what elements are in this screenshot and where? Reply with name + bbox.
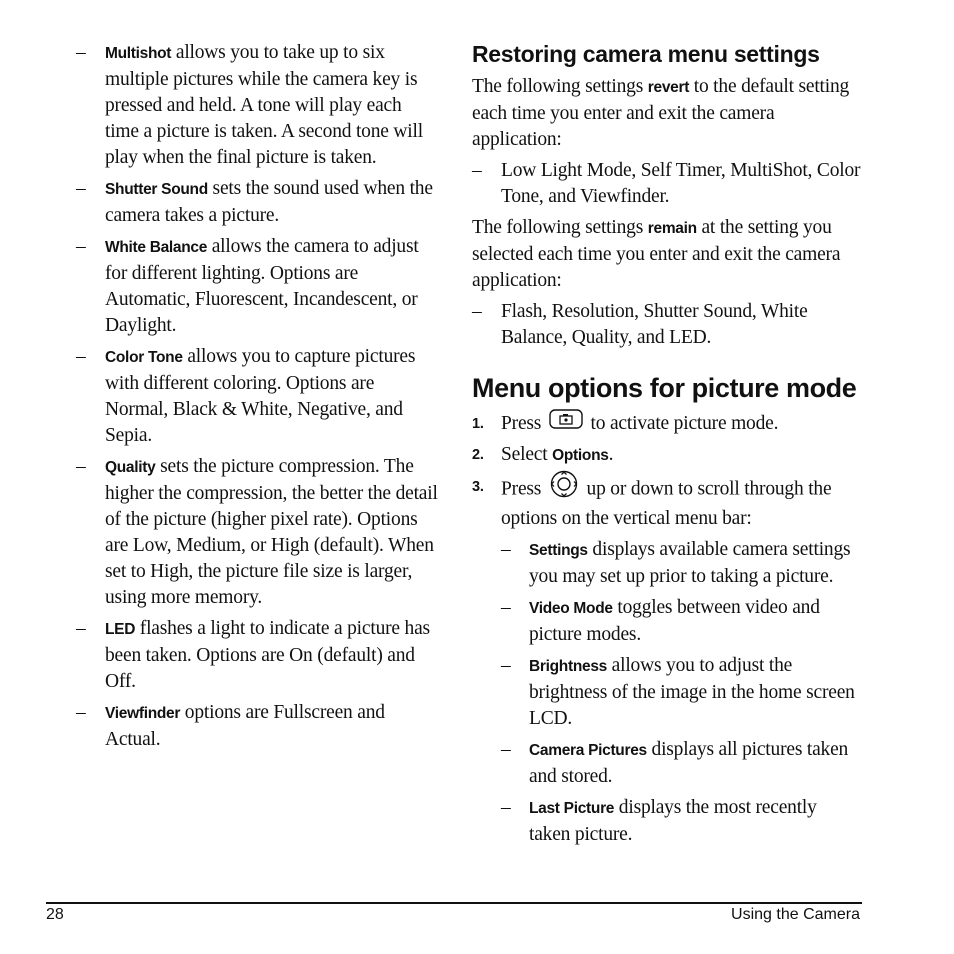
dash-bullet: – (76, 618, 86, 639)
dash-bullet: – (472, 160, 482, 181)
list-item-color-tone (76, 344, 438, 449)
term-label: LED (105, 621, 136, 638)
dash-bullet: – (501, 539, 511, 560)
description-text: allows you to adjust the brightness of the image in the home screen LCD. (529, 655, 855, 729)
term-label: White Balance (105, 239, 208, 256)
description-text: allows you to take up to six multiple pictures while the camera key is pressed and held. A tone will play each time a picture is taken. A second tone will play when the final picture is taken. (105, 42, 423, 168)
step-text: Press (501, 478, 546, 500)
description-text: displays all pictures taken and stored. (529, 739, 849, 787)
dash-bullet: – (501, 797, 511, 818)
list-item-shutter-sound (76, 176, 438, 229)
list-item-viewfinder (76, 700, 438, 753)
term-label: Brightness (529, 658, 607, 675)
step-text: to activate picture mode. (585, 413, 779, 434)
navigation-key-icon (549, 470, 579, 506)
step-text: Press (501, 413, 546, 434)
list-item-led (76, 616, 438, 695)
term-label: Last Picture (529, 800, 615, 817)
dash-bullet: – (501, 655, 511, 676)
list-item-white-balance (76, 234, 438, 339)
term-label: Quality (105, 459, 156, 476)
dash-bullet: – (501, 597, 511, 618)
step-number: 2. (472, 447, 484, 463)
step-2 (472, 442, 862, 469)
footer-divider (46, 902, 862, 904)
term-label: revert (647, 79, 690, 96)
term-label: Camera Pictures (529, 742, 647, 759)
term-label: Color Tone (105, 349, 183, 366)
description-text: displays the most recently taken picture. (529, 797, 817, 845)
camera-key-icon (549, 409, 583, 437)
term-label: Shutter Sound (105, 181, 208, 198)
dash-bullet: – (76, 456, 86, 477)
description-text: sets the picture compression. The higher the compression, the better the detail of the picture (higher pixel rate). Options are Low, Medium, or High (default). When set to High, the picture file size is larger, using more memory. (105, 456, 438, 608)
section-heading-restoring: Restoring camera menu settings (472, 41, 820, 67)
paragraph-revert (472, 74, 862, 153)
left-column (76, 40, 438, 758)
list-text: Flash, Resolution, Shutter Sound, White Balance, Quality, and LED. (501, 301, 808, 348)
dash-bullet: – (76, 702, 86, 723)
dash-bullet: – (472, 301, 482, 322)
paragraph-remain (472, 215, 862, 294)
dash-bullet: – (76, 236, 86, 257)
list-item-multishot (76, 40, 438, 171)
list-item-revert-settings (472, 158, 862, 210)
term-label: Options (552, 447, 609, 464)
dash-bullet: – (76, 346, 86, 367)
dash-bullet: – (76, 178, 86, 199)
paragraph-text: to the default setting each time you enter and exit the camera application: (472, 76, 850, 150)
description-text: allows the camera to adjust for different lighting. Options are Automatic, Fluorescent, Incandescent, or Daylight. (105, 236, 419, 336)
step-text: up or down to scroll through the options on the vertical menu bar: (501, 478, 832, 529)
list-item-quality (76, 454, 438, 611)
footer-section-title: Using the Camera (731, 906, 860, 923)
step-number: 3. (472, 479, 484, 495)
paragraph-text: The following settings (472, 76, 648, 97)
page-number: 28 (46, 906, 64, 923)
step-text: Select (501, 444, 553, 465)
dash-bullet: – (76, 42, 86, 63)
description-text: options are Fullscreen and Actual. (105, 702, 385, 750)
sub-item-camera-pictures (472, 737, 862, 790)
dash-bullet: – (501, 739, 511, 760)
paragraph-text: The following settings (472, 217, 648, 238)
term-label: remain (647, 220, 697, 237)
term-label: Viewfinder (105, 705, 181, 722)
term-label: Multishot (105, 45, 172, 62)
paragraph-text: at the setting you selected each time you enter and exit the camera application: (472, 217, 841, 291)
description-text: sets the sound used when the camera takes a picture. (105, 178, 433, 226)
description-text: allows you to capture pictures with different coloring. Options are Normal, Black & White, Negative, and Sepia. (105, 346, 416, 446)
step-3 (472, 474, 862, 532)
sub-item-settings (472, 537, 862, 590)
sub-item-video-mode (472, 595, 862, 648)
step-text: . (608, 444, 614, 465)
section-heading-menu-options: Menu options for picture mode (472, 373, 857, 403)
term-label: Video Mode (529, 600, 613, 617)
sub-item-last-picture (472, 795, 862, 848)
list-text: Low Light Mode, Self Timer, MultiShot, Color Tone, and Viewfinder. (501, 160, 861, 207)
term-label: Settings (529, 542, 588, 559)
list-item-remain-settings (472, 299, 862, 351)
sub-item-brightness (472, 653, 862, 732)
step-1 (472, 411, 862, 437)
description-text: displays available camera settings you may set up prior to taking a picture. (529, 539, 851, 587)
right-column (472, 40, 862, 853)
step-number: 1. (472, 416, 484, 432)
description-text: toggles between video and picture modes. (529, 597, 820, 645)
description-text: flashes a light to indicate a picture has been taken. Options are On (default) and Off. (105, 618, 430, 692)
